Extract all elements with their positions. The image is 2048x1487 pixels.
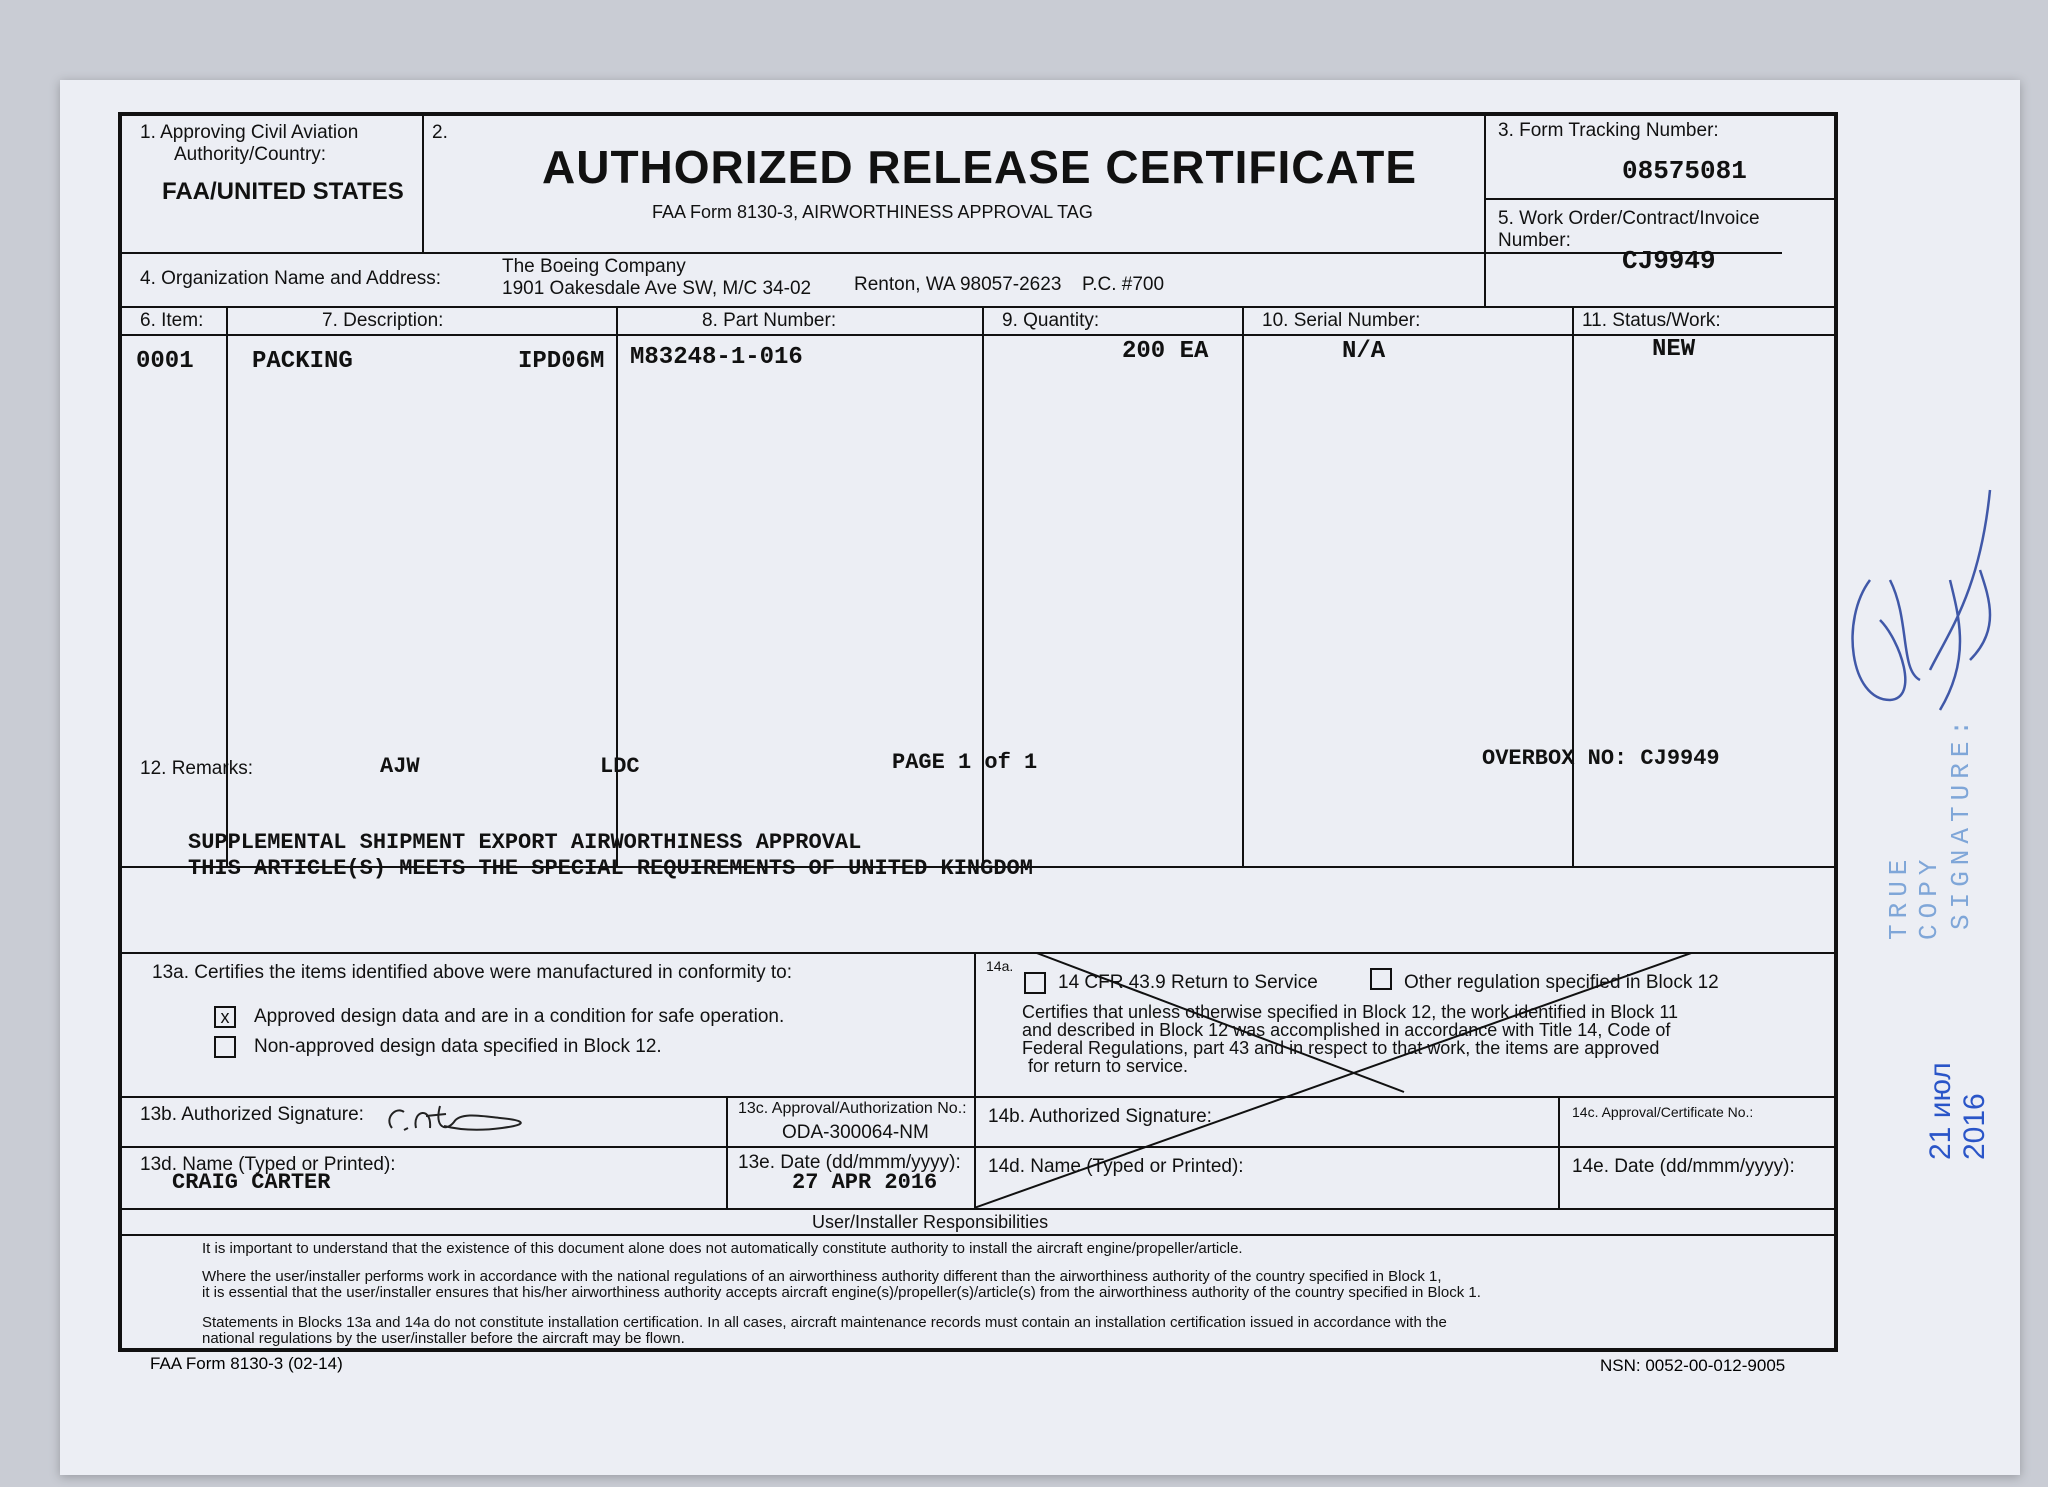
rule bbox=[122, 306, 1838, 308]
block14a-text-3: Federal Regulations, part 43 and in respect to that work, the items are approved bbox=[1022, 1038, 1660, 1058]
user-heading: User/Installer Responsibilities bbox=[812, 1212, 1049, 1232]
page-title: AUTHORIZED RELEASE CERTIFICATE bbox=[542, 141, 1418, 193]
signature-craig-carter bbox=[382, 1098, 562, 1146]
form-id: FAA Form 8130-3 (02-14) bbox=[150, 1354, 343, 1373]
rule bbox=[122, 252, 1782, 254]
user-paragraph-3b: national regulations by the user/installer before the aircraft may be flown. bbox=[202, 1330, 685, 1347]
margin-signature bbox=[1830, 470, 2010, 750]
rule bbox=[616, 306, 618, 866]
col-serial-header: 10. Serial Number: bbox=[1262, 310, 1421, 331]
approved-design-label: Approved design data and are in a condition for safe operation. bbox=[254, 1006, 785, 1027]
status-work: NEW bbox=[1652, 336, 1696, 363]
col-description-header: 7. Description: bbox=[322, 310, 444, 331]
block14c-label: 14c. Approval/Certificate No.: bbox=[1572, 1104, 1754, 1120]
block4-label: 4. Organization Name and Address: bbox=[140, 268, 442, 289]
block5-label: 5. Work Order/Contract/Invoice bbox=[1498, 208, 1760, 229]
rule bbox=[1242, 306, 1244, 866]
rule bbox=[726, 1096, 728, 1208]
block14d-label: 14d. Name (Typed or Printed): bbox=[988, 1156, 1244, 1177]
col-part-number-header: 8. Part Number: bbox=[702, 310, 837, 331]
block13e-label: 13e. Date (dd/mmm/yyyy): bbox=[738, 1152, 961, 1173]
org-address: 1901 Oakesdale Ave SW, M/C 34-02 bbox=[502, 278, 812, 299]
quantity: 200 EA bbox=[1122, 338, 1209, 365]
org-pc: P.C. #700 bbox=[1082, 274, 1165, 295]
item-desc-code: IPD06M bbox=[518, 348, 605, 375]
non-approved-design-label: Non-approved design data specified in Block 12. bbox=[254, 1036, 662, 1057]
remarks-page: PAGE 1 of 1 bbox=[892, 750, 1038, 775]
block5-label-2: Number: bbox=[1498, 230, 1571, 251]
block14a-text-4: for return to service. bbox=[1028, 1056, 1189, 1076]
block1-label-2: Authority/Country: bbox=[174, 144, 327, 165]
remarks-ldc: LDC bbox=[600, 754, 640, 779]
block14e-label: 14e. Date (dd/mmm/yyyy): bbox=[1572, 1156, 1795, 1177]
serial-number: N/A bbox=[1342, 338, 1386, 365]
part-number: M83248-1-016 bbox=[630, 344, 803, 371]
item-number: 0001 bbox=[136, 348, 194, 375]
block13a-label: 13a. Certifies the items identified above were manufactured in conformity to: bbox=[152, 962, 792, 983]
rule bbox=[122, 334, 1838, 336]
nsn: NSN: 0052-00-012-9005 bbox=[1600, 1356, 1786, 1375]
rule bbox=[422, 116, 424, 252]
col-status-header: 11. Status/Work: bbox=[1582, 310, 1721, 331]
rule bbox=[226, 306, 228, 866]
block1-value: FAA/UNITED STATES bbox=[162, 178, 404, 205]
rule bbox=[1486, 198, 1838, 200]
approval-number: ODA-300064-NM bbox=[782, 1122, 929, 1143]
rule bbox=[982, 306, 984, 866]
sign-date: 27 APR 2016 bbox=[792, 1170, 938, 1195]
form-8130-3 bbox=[118, 112, 1838, 1352]
remarks-line-1: SUPPLEMENTAL SHIPMENT EXPORT AIRWORTHINESS APPROVAL bbox=[188, 830, 862, 855]
non-approved-design-checkbox[interactable] bbox=[214, 1036, 236, 1058]
org-city: Renton, WA 98057-2623 bbox=[854, 274, 1062, 295]
item-description: PACKING bbox=[252, 348, 353, 375]
col-quantity-header: 9. Quantity: bbox=[1002, 310, 1100, 331]
remarks-overbox: OVERBOX NO: CJ9949 bbox=[1482, 746, 1720, 771]
block2-label: 2. bbox=[432, 122, 448, 143]
user-paragraph-2b: it is essential that the user/installer ensures that his/her airworthiness authority accepts aircraft engine(s)/propeller(s)/article(s) from the airworthiness authority of the country specified in Block 1. bbox=[202, 1284, 1481, 1301]
cross-line bbox=[1034, 952, 1404, 1092]
rule bbox=[122, 1234, 1838, 1236]
stamp-signature: SIGNATURE: bbox=[1946, 713, 1976, 930]
cfr-43-9-label: 14 CFR 43.9 Return to Service bbox=[1058, 972, 1318, 993]
remarks-line-2: THIS ARTICLE(S) MEETS THE SPECIAL REQUIREMENTS OF UNITED KINGDOM bbox=[188, 856, 1033, 881]
rule bbox=[1484, 116, 1486, 306]
user-paragraph-3a: Statements in Blocks 13a and 14a do not constitute installation certification. In all cases, aircraft maintenance records must contain an installation certification issued in accordance with the bbox=[202, 1314, 1447, 1331]
remarks-ajw: AJW bbox=[380, 754, 420, 779]
stamp-date: 21 июл 2016 bbox=[1924, 1062, 1991, 1160]
block1-label: 1. Approving Civil Aviation bbox=[140, 122, 359, 143]
block14a-text-1: Certifies that unless otherwise specified in Block 12, the work identified in Block 11 bbox=[1022, 1002, 1678, 1022]
block3-label: 3. Form Tracking Number: bbox=[1498, 120, 1719, 141]
rule bbox=[1572, 306, 1574, 866]
user-paragraph-1: It is important to understand that the existence of this document alone does not automatically constitute authority to install the aircraft engine/propeller/article. bbox=[202, 1240, 1243, 1257]
work-order-number: CJ9949 bbox=[1622, 246, 1716, 276]
block14a-label: 14a. bbox=[986, 958, 1014, 974]
block13b-label: 13b. Authorized Signature: bbox=[140, 1104, 364, 1125]
org-name: The Boeing Company bbox=[502, 256, 686, 277]
approved-design-checkbox[interactable]: x bbox=[214, 1006, 236, 1028]
stamp-true-copy: TRUE COPY bbox=[1884, 853, 1944, 940]
user-paragraph-2a: Where the user/installer performs work in accordance with the national regulations of an airworthiness authority different than the airworthiness authority of the country specified in Block 1, bbox=[202, 1268, 1442, 1285]
block14b-label: 14b. Authorized Signature: bbox=[988, 1106, 1212, 1127]
form-tracking-number: 08575081 bbox=[1622, 156, 1747, 186]
subtitle: FAA Form 8130-3, AIRWORTHINESS APPROVAL TAG bbox=[652, 202, 1093, 222]
block14a-text-2: and described in Block 12 was accomplished in accordance with Title 14, Code of bbox=[1022, 1020, 1671, 1040]
rule bbox=[122, 1208, 1838, 1210]
other-regulation-label: Other regulation specified in Block 12 bbox=[1404, 972, 1719, 993]
col-item-header: 6. Item: bbox=[140, 310, 204, 331]
block13c-label: 13c. Approval/Authorization No.: bbox=[738, 1100, 967, 1117]
block13d-label: 13d. Name (Typed or Printed): bbox=[140, 1154, 396, 1175]
signer-name: CRAIG CARTER bbox=[172, 1170, 331, 1195]
remarks-label: 12. Remarks: bbox=[140, 758, 253, 779]
